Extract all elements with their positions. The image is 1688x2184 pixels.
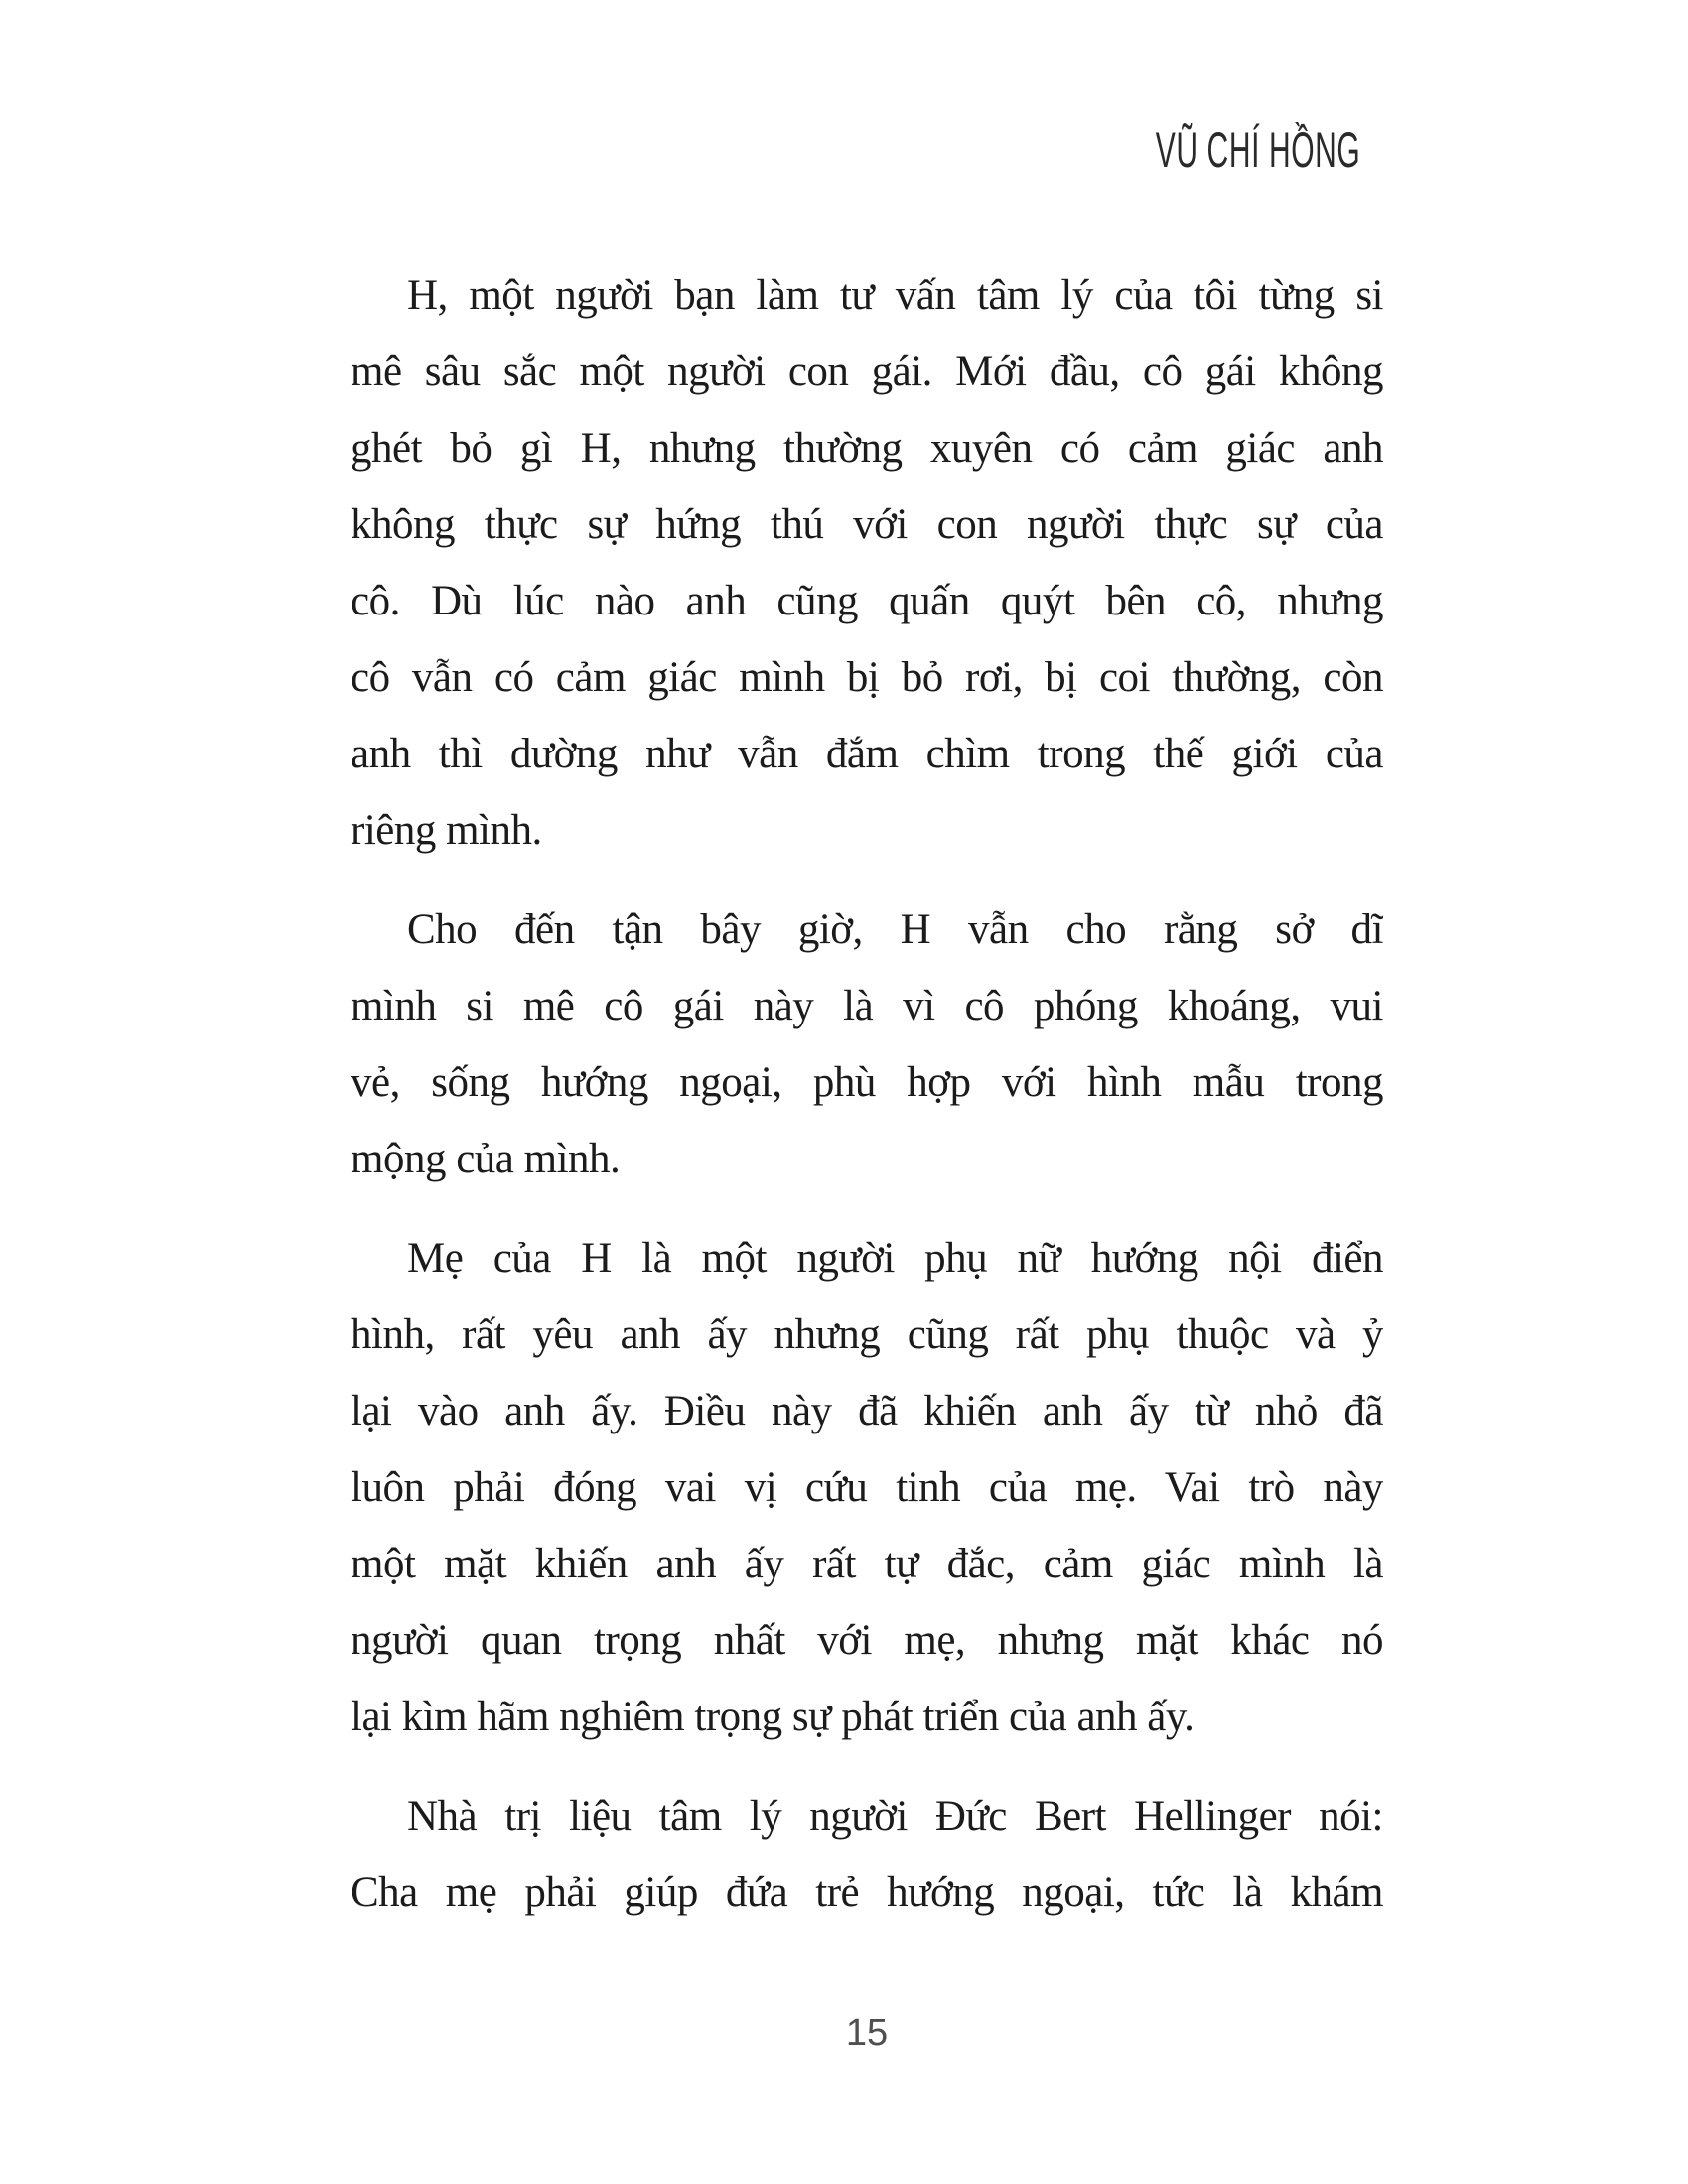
body-text — [351, 257, 1383, 1931]
text-line: luôn phải đóng vai vị cứu tinh của mẹ. Vai trò này — [351, 1464, 1383, 1511]
running-header-text: VŨ CHÍ HỒNG — [1155, 122, 1360, 178]
text-line: mình si mê cô gái này là vì cô phóng khoáng, vui — [351, 983, 1383, 1029]
text-line: không thực sự hứng thú với con người thực sự của — [351, 501, 1383, 548]
text-line: một mặt khiến anh ấy rất tự đắc, cảm giác mình là — [351, 1541, 1383, 1587]
text-line: mê sâu sắc một người con gái. Mới đầu, cô gái không — [351, 348, 1383, 395]
paragraph — [351, 1220, 1383, 1755]
text-line: ghét bỏ gì H, nhưng thường xuyên có cảm giác anh — [351, 425, 1383, 472]
text-line: cô. Dù lúc nào anh cũng quấn quýt bên cô, nhưng — [351, 578, 1383, 624]
text-line: vẻ, sống hướng ngoại, phù hợp với hình mẫu trong — [351, 1059, 1383, 1106]
page-footer — [351, 2011, 1383, 2057]
text-line: Cha mẹ phải giúp đứa trẻ hướng ngoại, tức là khám — [351, 1869, 1383, 1916]
paragraph — [351, 1778, 1383, 1931]
paragraph — [351, 257, 1383, 869]
text-line: mộng của mình. — [351, 1136, 621, 1182]
text-line: hình, rất yêu anh ấy nhưng cũng rất phụ thuộc và ỷ — [351, 1311, 1383, 1358]
paragraph — [351, 891, 1383, 1197]
text-line: cô vẫn có cảm giác mình bị bỏ rơi, bị coi thường, còn — [351, 654, 1383, 701]
text-line: riêng mình. — [351, 807, 542, 854]
text-line: Nhà trị liệu tâm lý người Đức Bert Hellinger nói: — [407, 1793, 1383, 1840]
text-line: anh thì dường như vẫn đắm chìm trong thế giới của — [351, 731, 1383, 777]
running-header — [1019, 122, 1360, 178]
page-number: 15 — [845, 2012, 889, 2054]
text-line: người quan trọng nhất với mẹ, nhưng mặt khác nó — [351, 1617, 1383, 1664]
text-line: Cho đến tận bây giờ, H vẫn cho rằng sở dĩ — [407, 906, 1383, 953]
text-line: lại vào anh ấy. Điều này đã khiến anh ấy từ nhỏ đã — [351, 1388, 1383, 1434]
text-line: H, một người bạn làm tư vấn tâm lý của tôi từng si — [407, 272, 1383, 319]
text-line: Mẹ của H là một người phụ nữ hướng nội điển — [407, 1235, 1383, 1282]
text-line: lại kìm hãm nghiêm trọng sự phát triển của anh ấy. — [351, 1694, 1195, 1740]
